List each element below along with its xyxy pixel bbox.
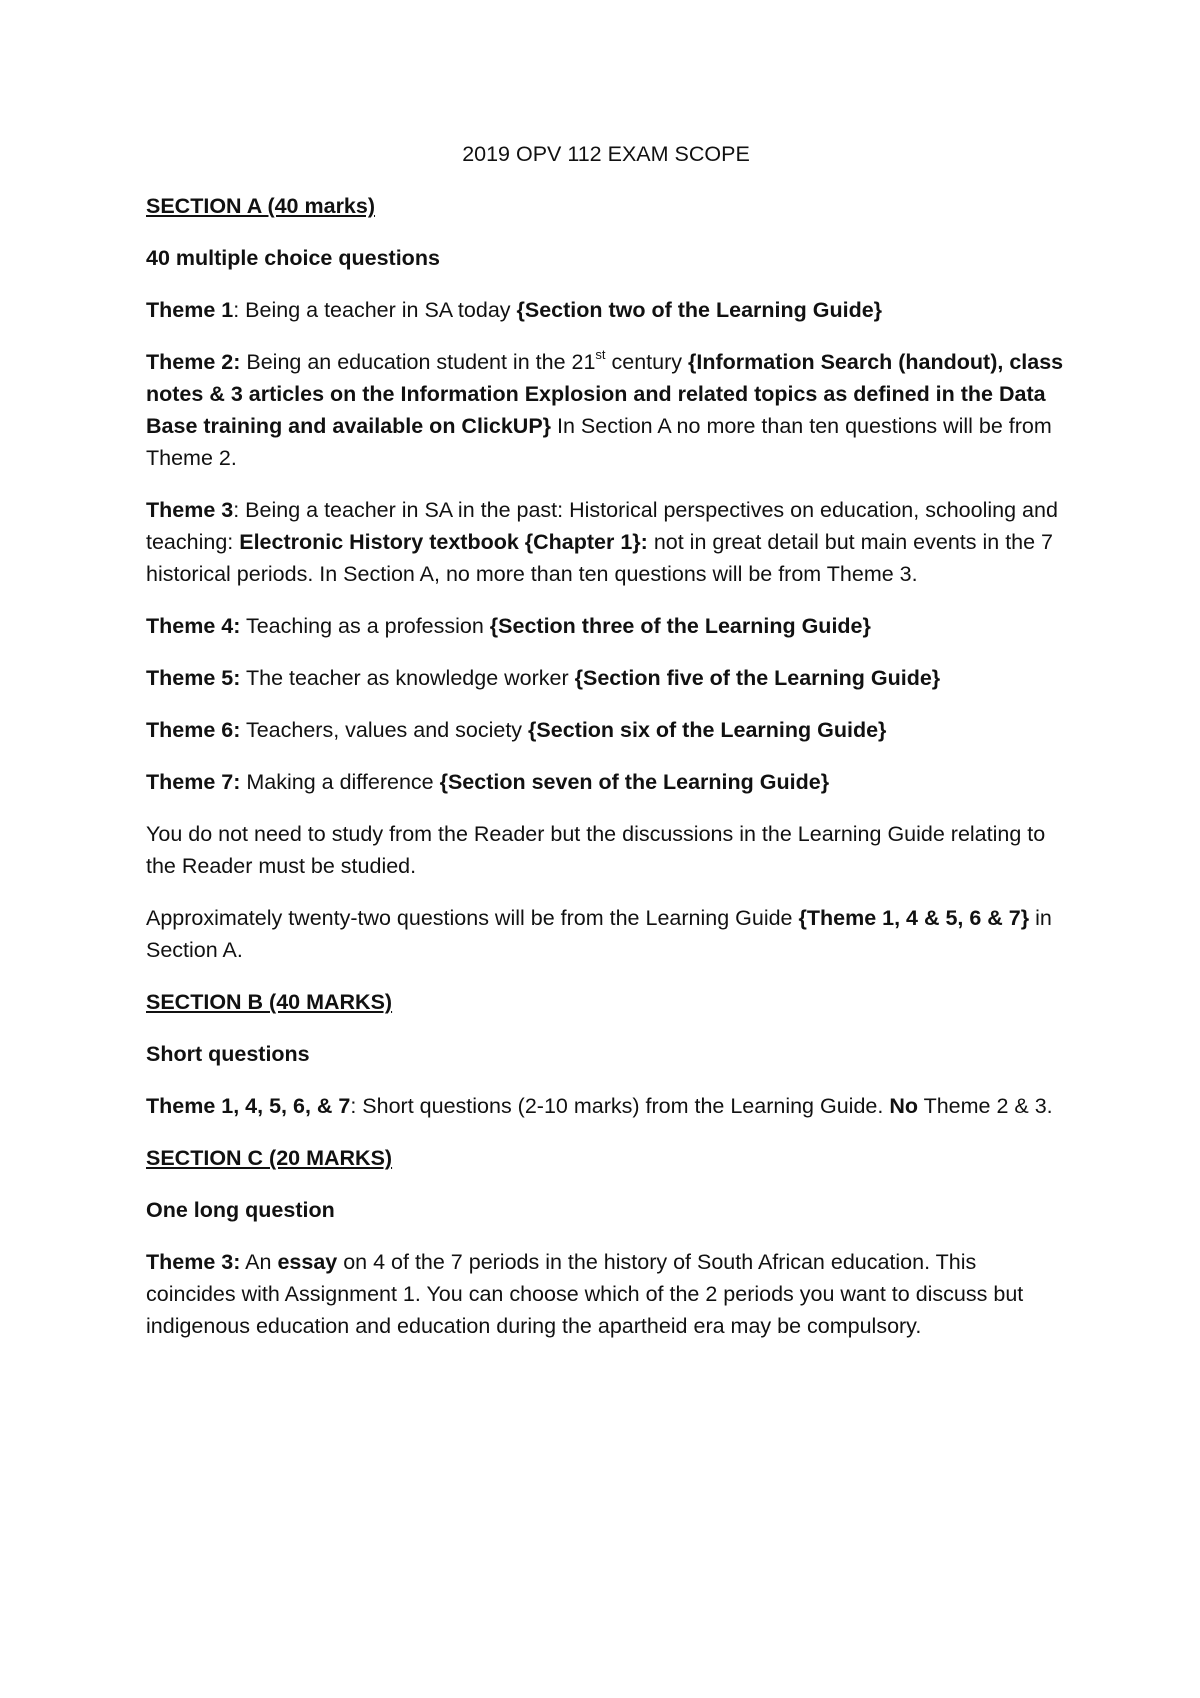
section-c-essay: essay — [277, 1250, 338, 1274]
theme-2-text2: century — [605, 350, 688, 374]
theme-2-label: Theme 2: — [146, 350, 241, 374]
theme-2-text: Being an education student in the 21 — [240, 350, 596, 374]
document-title: 2019 OPV 112 EXAM SCOPE — [462, 142, 750, 166]
theme-4-text: Teaching as a profession — [240, 614, 490, 638]
theme-6-text: Teachers, values and society — [240, 718, 529, 742]
section-c-subheading: One long question — [146, 1198, 335, 1222]
theme-1-paragraph — [146, 294, 1066, 326]
theme-5-label: Theme 5: — [146, 666, 241, 690]
section-b-heading: SECTION B (40 MARKS) — [146, 990, 393, 1014]
theme-3-ref: Electronic History textbook {Chapter 1}: — [239, 530, 648, 554]
theme-1-label: Theme 1 — [146, 298, 234, 322]
section-c-theme-3-text: An — [240, 1250, 278, 1274]
section-b-themes-paragraph — [146, 1090, 1066, 1122]
theme-6-label: Theme 6: — [146, 718, 241, 742]
approx-note-text: Approximately twenty-two questions will be from the Learning Guide — [146, 906, 799, 930]
theme-2-sup: st — [595, 346, 606, 362]
theme-4-paragraph — [146, 610, 1066, 642]
theme-7-label: Theme 7: — [146, 770, 241, 794]
theme-5-ref: {Section five of the Learning Guide} — [574, 666, 941, 690]
theme-2-ref: {Information Search (handout), class notes & 3 articles on the Information Explosion and related topics as defined in the Data Base training and available on ClickUP} — [146, 350, 1064, 438]
theme-7-text: Making a difference — [240, 770, 440, 794]
theme-1-text: : Being a teacher in SA today — [233, 298, 517, 322]
theme-1-ref: {Section two of the Learning Guide} — [516, 298, 883, 322]
section-b-themes-label: Theme 1, 4, 5, 6, & 7 — [146, 1094, 351, 1118]
theme-5-paragraph — [146, 662, 1066, 694]
reader-note: You do not need to study from the Reader but the discussions in the Learning Guide relating to the Reader must be studied. — [146, 822, 1046, 878]
section-c-theme-3-paragraph — [146, 1246, 1066, 1342]
section-a-heading: SECTION A (40 marks) — [146, 194, 376, 218]
section-c-theme-3-label: Theme 3: — [146, 1250, 241, 1274]
theme-3-text: : Being a teacher in SA in the past: Historical perspectives on education, schooling and teaching: — [146, 498, 1058, 554]
theme-6-paragraph — [146, 714, 1066, 746]
section-b-subheading: Short questions — [146, 1042, 310, 1066]
section-c-heading: SECTION C (20 MARKS) — [146, 1146, 393, 1170]
theme-3-note: not in great detail but main events in the 7 historical periods. In Section A, no more than ten questions will be from Theme 3. — [146, 530, 1054, 586]
theme-5-text: The teacher as knowledge worker — [240, 666, 575, 690]
section-b-no: No — [889, 1094, 918, 1118]
theme-6-ref: {Section six of the Learning Guide} — [528, 718, 887, 742]
section-c-theme-3-text2: on 4 of the 7 periods in the history of South African education. This coincides with Assignment 1. You can choose which of the 2 periods you want to discuss but indigenous education and education during the apartheid era may be compulsory. — [146, 1250, 1024, 1338]
section-b-themes-text: : Short questions (2-10 marks) from the Learning Guide. — [350, 1094, 890, 1118]
approx-note-text2: in Section A. — [146, 906, 1052, 962]
theme-3-paragraph — [146, 494, 1066, 590]
theme-4-ref: {Section three of the Learning Guide} — [489, 614, 871, 638]
approx-note — [146, 902, 1066, 966]
theme-4-label: Theme 4: — [146, 614, 241, 638]
theme-2-note: In Section A no more than ten questions will be from Theme 2. — [146, 414, 1052, 470]
document-page — [146, 138, 1066, 1362]
section-b-themes-text2: Theme 2 & 3. — [917, 1094, 1053, 1118]
theme-2-paragraph — [146, 346, 1066, 474]
theme-7-ref: {Section seven of the Learning Guide} — [439, 770, 830, 794]
theme-3-label: Theme 3 — [146, 498, 234, 522]
approx-note-ref: {Theme 1, 4 & 5, 6 & 7} — [798, 906, 1030, 930]
section-a-subheading: 40 multiple choice questions — [146, 246, 440, 270]
theme-7-paragraph — [146, 766, 1066, 798]
